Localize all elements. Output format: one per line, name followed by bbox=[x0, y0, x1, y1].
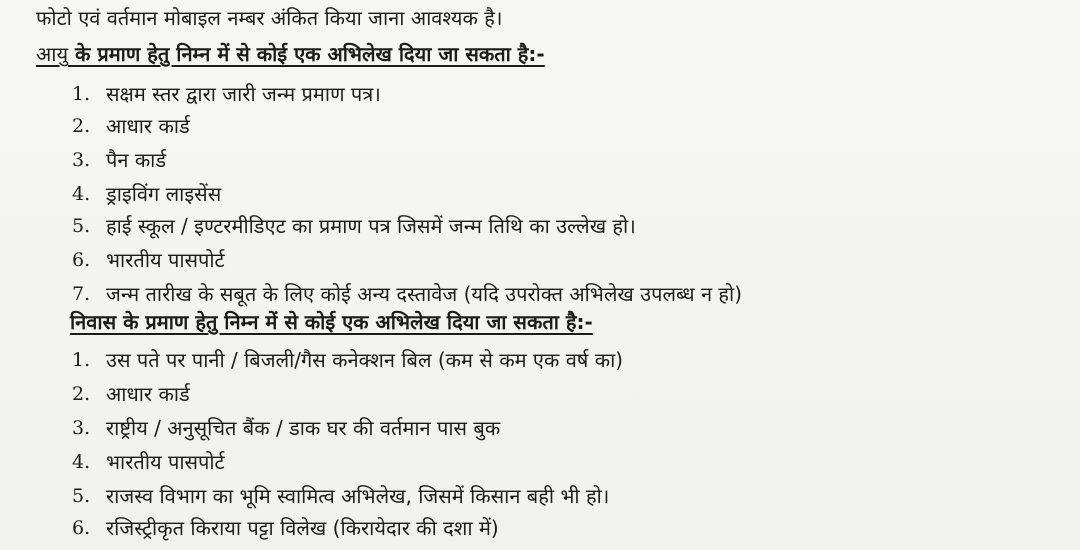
age-heading-bold: के प्रमाण हेतु निम्न में से कोई एक अभिलेख दिया जा सकता है:- bbox=[68, 42, 545, 66]
list-number: 4. bbox=[72, 183, 91, 205]
list-text: भारतीय पासपोर्ट bbox=[106, 248, 225, 272]
list-text: हाई स्कूल / इण्टरमीडिएट का प्रमाण पत्र जिसमें जन्म तिथि का उल्लेख हो। bbox=[106, 214, 636, 238]
list-number: 2. bbox=[72, 383, 91, 405]
list-text: आधार कार्ड bbox=[106, 114, 190, 138]
age-heading-plain: आयु bbox=[36, 42, 69, 66]
list-text: राजस्व विभाग का भूमि स्वामित्व अभिलेख, जिसमें किसान बही भी हो। bbox=[106, 484, 610, 508]
list-text: सक्षम स्तर द्वारा जारी जन्म प्रमाण पत्र। bbox=[106, 82, 381, 106]
residence-proof-heading: निवास के प्रमाण हेतु निम्न में से कोई एक अभिलेख दिया जा सकता है:- bbox=[70, 310, 593, 334]
list-number: 6. bbox=[72, 249, 91, 271]
list-number: 3. bbox=[72, 417, 91, 439]
list-text: भारतीय पासपोर्ट bbox=[106, 450, 225, 474]
list-number: 1. bbox=[72, 349, 91, 371]
list-number: 2. bbox=[72, 115, 91, 137]
intro-line: फोटो एवं वर्तमान मोबाइल नम्बर अंकित किया जाना आवश्यक है। bbox=[36, 6, 503, 30]
list-number: 7. bbox=[72, 283, 91, 305]
list-text: जन्म तारीख के सबूत के लिए कोई अन्य दस्तावेज (यदि उपरोक्त अभिलेख उपलब्ध न हो) bbox=[106, 282, 743, 306]
list-text: पैन कार्ड bbox=[106, 148, 167, 172]
list-text: रजिस्ट्रीकृत किराया पट्टा विलेख (किरायेदार की दशा में) bbox=[106, 516, 499, 540]
list-text: ड्राइविंग लाइसेंस bbox=[106, 182, 222, 206]
list-text: आधार कार्ड bbox=[106, 382, 190, 406]
list-number: 5. bbox=[72, 485, 91, 507]
list-number: 3. bbox=[72, 149, 91, 171]
list-number: 1. bbox=[72, 83, 91, 105]
list-number: 6. bbox=[72, 517, 91, 539]
list-text: उस पते पर पानी / बिजली/गैस कनेक्शन बिल (कम से कम एक वर्ष का) bbox=[106, 348, 624, 372]
age-proof-heading bbox=[36, 40, 545, 68]
list-number: 5. bbox=[72, 215, 91, 237]
list-number: 4. bbox=[72, 451, 91, 473]
list-text: राष्ट्रीय / अनुसूचित बैंक / डाक घर की वर्तमान पास बुक bbox=[106, 416, 501, 440]
